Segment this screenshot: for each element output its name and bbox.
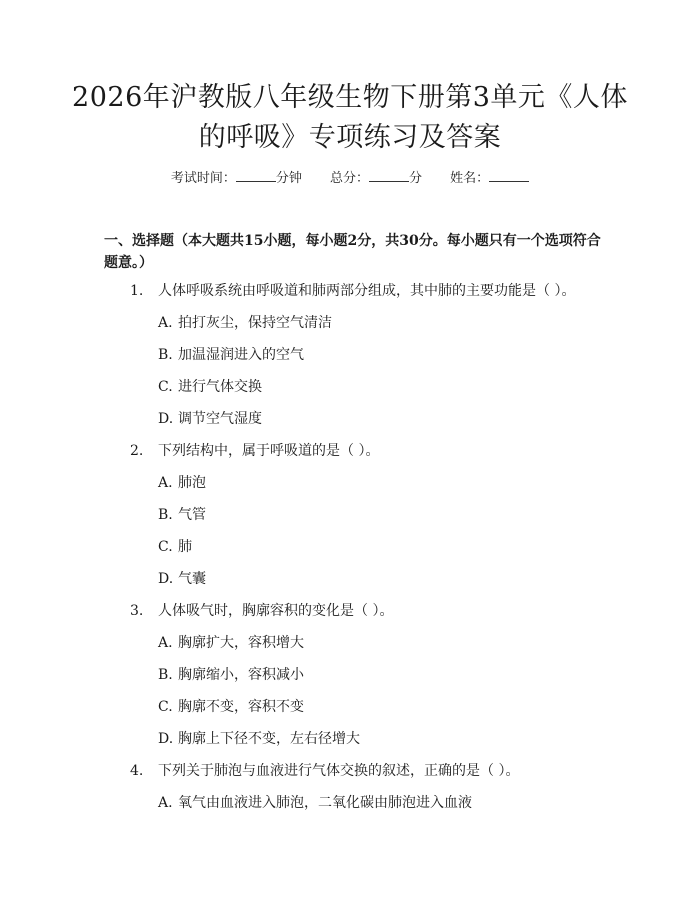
question-3-option-a <box>158 633 304 653</box>
option-text: 调节空气湿度 <box>178 411 262 427</box>
question-2-option-c <box>158 537 192 557</box>
option-text: 拍打灰尘，保持空气清洁 <box>178 315 332 331</box>
question-1-option-a <box>158 313 332 333</box>
total-score-blank <box>369 168 409 182</box>
student-name-field <box>450 168 529 189</box>
option-text: 氧气由血液进入肺泡，二氧化碳由肺泡进入血液 <box>178 795 472 811</box>
question-3-option-b <box>158 665 304 685</box>
question-4 <box>130 761 519 781</box>
question-1-option-d <box>158 409 262 429</box>
question-2 <box>130 441 379 461</box>
option-text: 气管 <box>178 507 206 523</box>
option-letter: D. <box>158 731 174 747</box>
document-title: 2026年沪教版八年级生物下册第3单元《人体的呼吸》专项练习及答案 <box>72 82 628 153</box>
option-text: 胸廓缩小，容积减小 <box>178 667 304 683</box>
question-2-option-a <box>158 473 206 493</box>
total-score-label: 总分： <box>329 171 369 186</box>
option-letter: D. <box>158 411 174 427</box>
option-letter: A. <box>158 475 173 491</box>
question-number: 4. <box>130 763 144 779</box>
exam-time-field <box>171 168 302 189</box>
option-text: 胸廓扩大，容积增大 <box>178 635 304 651</box>
student-name-label: 姓名： <box>450 171 490 186</box>
option-text: 肺泡 <box>178 475 206 491</box>
total-score-field <box>330 168 422 189</box>
question-number: 2. <box>130 443 144 459</box>
option-letter: A. <box>158 635 173 651</box>
option-letter: B. <box>158 667 173 683</box>
option-letter: D. <box>158 571 174 587</box>
question-2-option-b <box>158 505 206 525</box>
option-text: 进行气体交换 <box>178 379 262 395</box>
question-text: 下列关于肺泡与血液进行气体交换的叙述，正确的是（ ）。 <box>158 763 520 779</box>
option-letter: B. <box>158 507 173 523</box>
question-2-option-d <box>158 569 206 589</box>
option-text: 气囊 <box>178 571 206 587</box>
option-text: 加温湿润进入的空气 <box>178 347 304 363</box>
option-letter: A. <box>158 795 173 811</box>
total-score-unit: 分 <box>409 171 423 186</box>
option-letter: A. <box>158 315 173 331</box>
section-heading: 一、选择题（本大题共15小题，每小题2分，共30分。每小题只有一个选项符合题意。） <box>104 233 601 271</box>
question-text: 人体吸气时，胸廓容积的变化是（ ）。 <box>158 603 394 619</box>
question-1-option-c <box>158 377 262 397</box>
option-text: 肺 <box>178 539 192 555</box>
option-text: 胸廓不变，容积不变 <box>178 699 304 715</box>
student-name-blank <box>489 168 529 182</box>
question-text: 下列结构中，属于呼吸道的是（ ）。 <box>158 443 380 459</box>
question-number: 1. <box>130 283 144 299</box>
question-3 <box>130 601 393 621</box>
option-letter: C. <box>158 379 173 395</box>
option-letter: B. <box>158 347 173 363</box>
question-1 <box>130 281 575 301</box>
question-number: 3. <box>130 603 144 619</box>
question-3-option-c <box>158 697 304 717</box>
question-1-option-b <box>158 345 304 365</box>
option-text: 胸廓上下径不变，左右径增大 <box>178 731 360 747</box>
exam-info-line <box>0 168 700 189</box>
exam-time-label: 考试时间： <box>170 171 236 186</box>
question-3-option-d <box>158 729 360 749</box>
option-letter: C. <box>158 699 173 715</box>
option-letter: C. <box>158 539 173 555</box>
exam-time-unit: 分钟 <box>275 171 302 186</box>
question-text: 人体呼吸系统由呼吸道和肺两部分组成，其中肺的主要功能是（ ）。 <box>158 283 576 299</box>
question-4-option-a <box>158 793 472 813</box>
exam-time-blank <box>236 168 276 182</box>
